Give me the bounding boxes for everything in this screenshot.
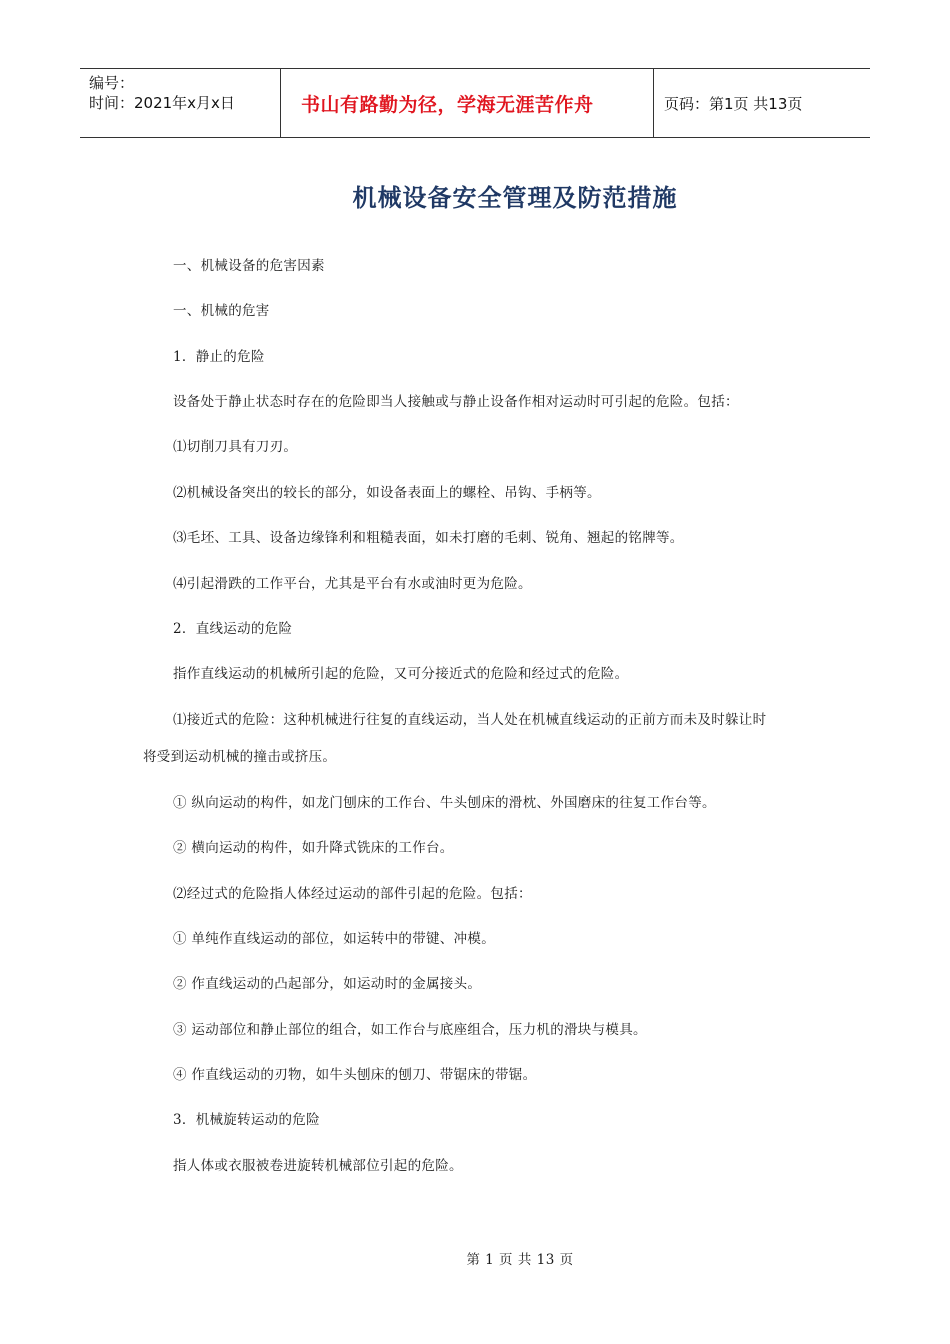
item-heading: 3．机械旋转运动的危险 [173, 1112, 320, 1128]
list-item: ⑵经过式的危险指人体经过运动的部件引起的危险。包括： [173, 886, 532, 902]
document-number-label: 编号： [89, 74, 135, 92]
list-item: ① 纵向运动的构件，如龙门刨床的工作台、牛头刨床的滑枕、外国磨床的往复工作台等。 [173, 795, 716, 811]
list-item: ② 作直线运动的凸起部分，如运动时的金属接头。 [173, 976, 482, 992]
page-footer: 第 1 页 共 13 页 [466, 1252, 574, 1268]
list-item: ⑴切削刀具有刀刃。 [173, 439, 298, 455]
document-time-label: 时间：2021年x月x日 [89, 94, 235, 112]
header-page-info: 页码：第1页 共13页 [664, 94, 803, 113]
body-paragraph: 设备处于静止状态时存在的危险即当人接触或与静止设备作相对运动时可引起的危险。包括： [173, 394, 739, 410]
list-item: ③ 运动部位和静止部位的组合，如工作台与底座组合，压力机的滑块与模具。 [173, 1022, 647, 1038]
list-item-continuation: 将受到运动机械的撞击或挤压。 [143, 749, 337, 765]
document-title: 机械设备安全管理及防范措施 [352, 184, 678, 212]
header-motto: 书山有路勤为径，学海无涯苦作舟 [281, 69, 654, 137]
section-heading: 一、机械设备的危害因素 [173, 258, 325, 274]
list-item: ② 横向运动的构件，如升降式铣床的工作台。 [173, 840, 454, 856]
header-meta [80, 69, 281, 137]
list-item: ⑶毛坯、工具、设备边缘锋利和粗糙表面，如未打磨的毛刺、锐角、翘起的铭牌等。 [173, 530, 684, 546]
item-heading: 1．静止的危险 [173, 349, 265, 365]
body-paragraph: 指人体或衣服被卷进旋转机械部位引起的危险。 [173, 1158, 463, 1174]
list-item: ① 单纯作直线运动的部位，如运转中的带键、冲模。 [173, 931, 495, 947]
body-paragraph: 指作直线运动的机械所引起的危险，又可分接近式的危险和经过式的危险。 [173, 666, 629, 682]
list-item: ⑵机械设备突出的较长的部分，如设备表面上的螺栓、吊钩、手柄等。 [173, 485, 601, 501]
document-header [80, 68, 870, 138]
subsection-heading: 一、机械的危害 [173, 303, 270, 319]
item-heading: 2．直线运动的危险 [173, 621, 293, 637]
list-item: ④ 作直线运动的刃物，如牛头刨床的刨刀、带锯床的带锯。 [173, 1067, 537, 1083]
list-item: ⑴接近式的危险：这种机械进行往复的直线运动，当人处在机械直线运动的正前方而未及时躲让时 [173, 712, 767, 728]
list-item: ⑷引起滑跌的工作平台，尤其是平台有水或油时更为危险。 [173, 576, 532, 592]
